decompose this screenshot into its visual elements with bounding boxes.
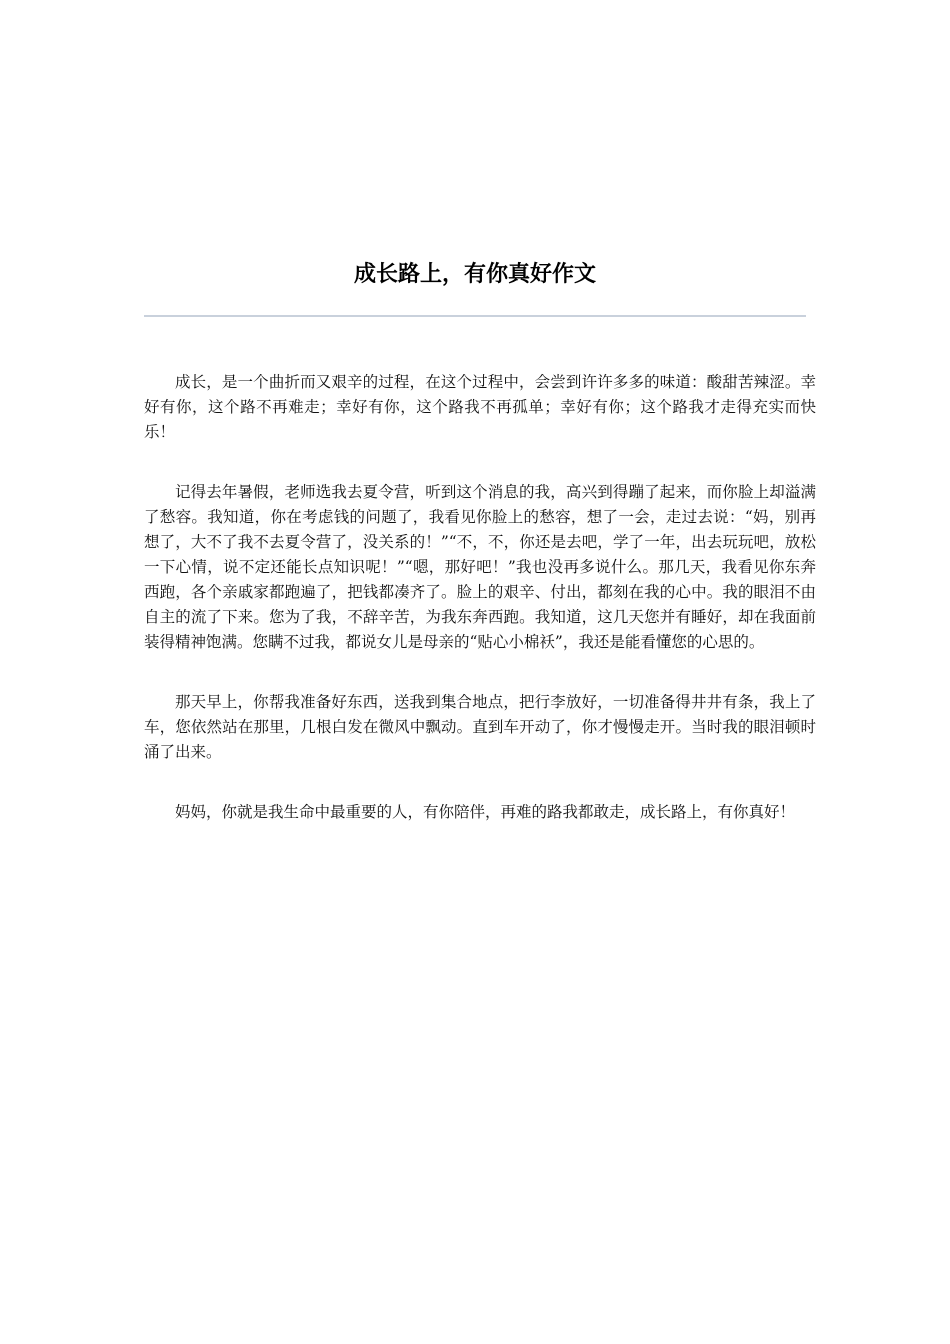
paragraph-4: 妈妈，你就是我生命中最重要的人，有你陪伴，再难的路我都敢走，成长路上，有你真好！ <box>175 803 796 821</box>
paragraph-2: 记得去年暑假，老师选我去夏令营，听到这个消息的我，高兴到得蹦了起来，而你脸上却溢满了愁容。我知道，你在考虑钱的问题了，我看见你脸上的愁容，想了一会，走过去说：“妈，别再想了，大不了我不去夏令营了，没关系的！”“不，不，你还是去吧，学了一年，出去玩玩吧，放松一下心情，说不定还能长点知识呢！”“嗯，那好吧！”我也没再多说什么。那几天，我看见你东奔西跑，各个亲戚家都跑遍了，把钱都凑齐了。脸上的艰辛、付出，都刻在我的心中。我的眼泪不由自主的流了下来。您为了我，不辞辛苦，为我东奔西跑。我知道，这几天您并有睡好，却在我面前装得精神饱满。您瞒不过我，都说女儿是母亲的“贴心小棉袄”，我还是能看懂您的心思的。 <box>144 483 816 651</box>
paragraph-1: 成长，是一个曲折而又艰辛的过程，在这个过程中，会尝到许许多多的味道：酸甜苦辣涩。幸好有你，这个路不再难走；幸好有你，这个路我不再孤单；幸好有你；这个路我才走得充实而快乐！ <box>144 373 816 441</box>
document-title: 成长路上，有你真好作文 <box>353 262 596 287</box>
title-divider <box>144 315 806 317</box>
paragraph-3: 那天早上，你帮我准备好东西，送我到集合地点，把行李放好，一切准备得井井有条，我上了车，您依然站在那里，几根白发在微风中飘动。直到车开动了，你才慢慢走开。当时我的眼泪顿时涌了出来。 <box>144 693 816 761</box>
essay-body <box>144 370 816 860</box>
